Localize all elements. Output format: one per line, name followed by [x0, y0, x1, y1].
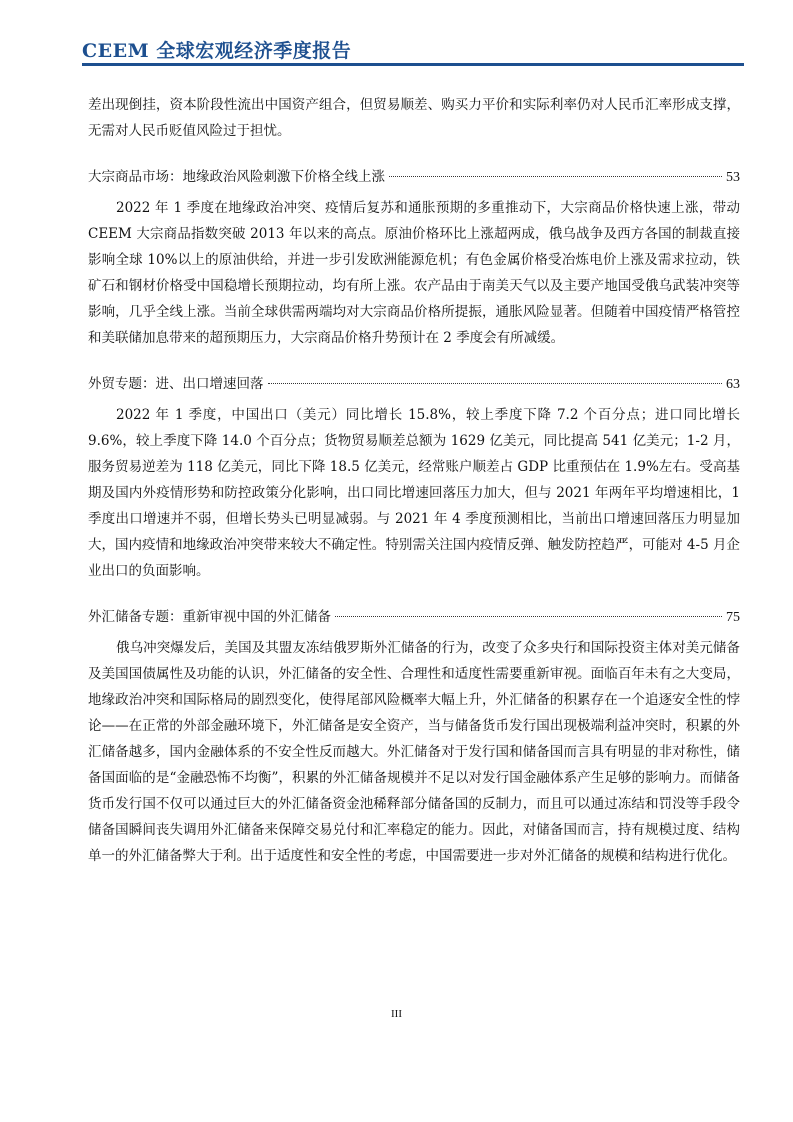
toc-entry-commodities[interactable] — [88, 164, 740, 191]
header-divider — [82, 63, 744, 66]
section-summary: 2022 年 1 季度在地缘政治冲突、疫情后复苏和通胀预期的多重推动下，大宗商品价格快速上涨，带动 CEEM 大宗商品指数突破 2013 年以来的高点。原油价格环比上涨超两成，俄乌战争及西方各国的制裁直接影响全球 10%以上的原油供给，并进一步引发欧洲能源危机；有色金属价格受冶炼电价上涨及需求拉动，铁矿石和钢材价格受中国稳增长预期拉动，均有所上涨。农产品由于南美天气以及主要产地国受俄乌武装冲突等影响，几乎全线上涨。当前全球供需两端均对大宗商品价格所提振，通胀风险显著。但随着中国疫情严格管控和美联储加息带来的超预期压力，大宗商品价格升势预计在 2 季度会有所减缓。 — [88, 200, 740, 346]
toc-leader-dots — [389, 176, 722, 177]
toc-page-number: 75 — [726, 610, 740, 625]
section-summary: 2022 年 1 季度，中国出口（美元）同比增长 15.8%，较上季度下降 7.2 个百分点；进口同比增长 9.6%，较上季度下降 14.0 个百分点；货物贸易顺差总额为 1629 亿美元，同比提高 541 亿美元；1-2 月，服务贸易逆差为 118 亿美元，同比下降 18.5 亿美元，经常账户顺差占 GDP 比重预估在 1.9%左右。受高基期及国内外疫情形势和防控政策分化影响，出口同比增速回落压力加大，但与 2021 年两年平均增速相比，1 季度出口增速并不弱，但增长势头已明显减弱。与 2021 年 4 季度预测相比，当前出口增速回落压力明显加大，国内疫情和地缘政治冲突带来较大不确定性。特别需关注国内疫情反弹、触发防控趋严，可能对 4-5 月企业出口的负面影响。 — [88, 407, 740, 579]
toc-page-number: 53 — [726, 170, 740, 185]
page-header — [82, 36, 742, 63]
toc-leader-dots — [268, 383, 723, 384]
report-title: CEEM 全球宏观经济季度报告 — [82, 40, 352, 62]
page-content — [88, 92, 740, 869]
intro-paragraph: 差出现倒挂，资本阶段性流出中国资产组合，但贸易顺差、购买力平价和实际利率仍对人民币汇率形成支撑，无需对人民币贬值风险过于担忧。 — [88, 97, 740, 139]
toc-title: 外贸专题：进、出口增速回落 — [88, 376, 264, 392]
section-summary: 俄乌冲突爆发后，美国及其盟友冻结俄罗斯外汇储备的行为，改变了众多央行和国际投资主体对美元储备及美国国债属性及功能的认识，外汇储备的安全性、合理性和适度性需要重新审视。面临百年未有之大变局，地缘政治冲突和国际格局的剧烈变化，使得尾部风险概率大幅上升，外汇储备的积累存在一个追逐安全性的悖论——在正常的外部金融环境下，外汇储备是安全资产，当与储备货币发行国出现极端利益冲突时，积累的外汇储备越多，国内金融体系的不安全性反而越大。外汇储备对于发行国和储备国而言具有明显的非对称性，储备国面临的是“金融恐怖不均衡”，积累的外汇储备规模并不足以对发行国金融体系产生足够的影响力。而储备货币发行国不仅可以通过巨大的外汇储备资金池稀释部分储备国的反制力，而且可以通过冻结和罚没等手段令储备国瞬间丧失调用外汇储备来保障交易兑付和汇率稳定的能力。因此，对储备国而言，持有规模过度、结构单一的外汇储备弊大于利。出于适度性和安全性的考虑，中国需要进一步对外汇储备的规模和结构进行优化。 — [88, 640, 740, 864]
toc-page-number: 63 — [726, 377, 740, 392]
page-number: III — [391, 1008, 402, 1020]
toc-entry-fx-reserves[interactable] — [88, 604, 740, 631]
toc-leader-dots — [335, 616, 722, 617]
toc-title: 外汇储备专题：重新审视中国的外汇储备 — [88, 609, 331, 625]
toc-entry-foreign-trade[interactable] — [88, 371, 740, 398]
toc-title: 大宗商品市场：地缘政治风险刺激下价格全线上涨 — [88, 169, 385, 185]
